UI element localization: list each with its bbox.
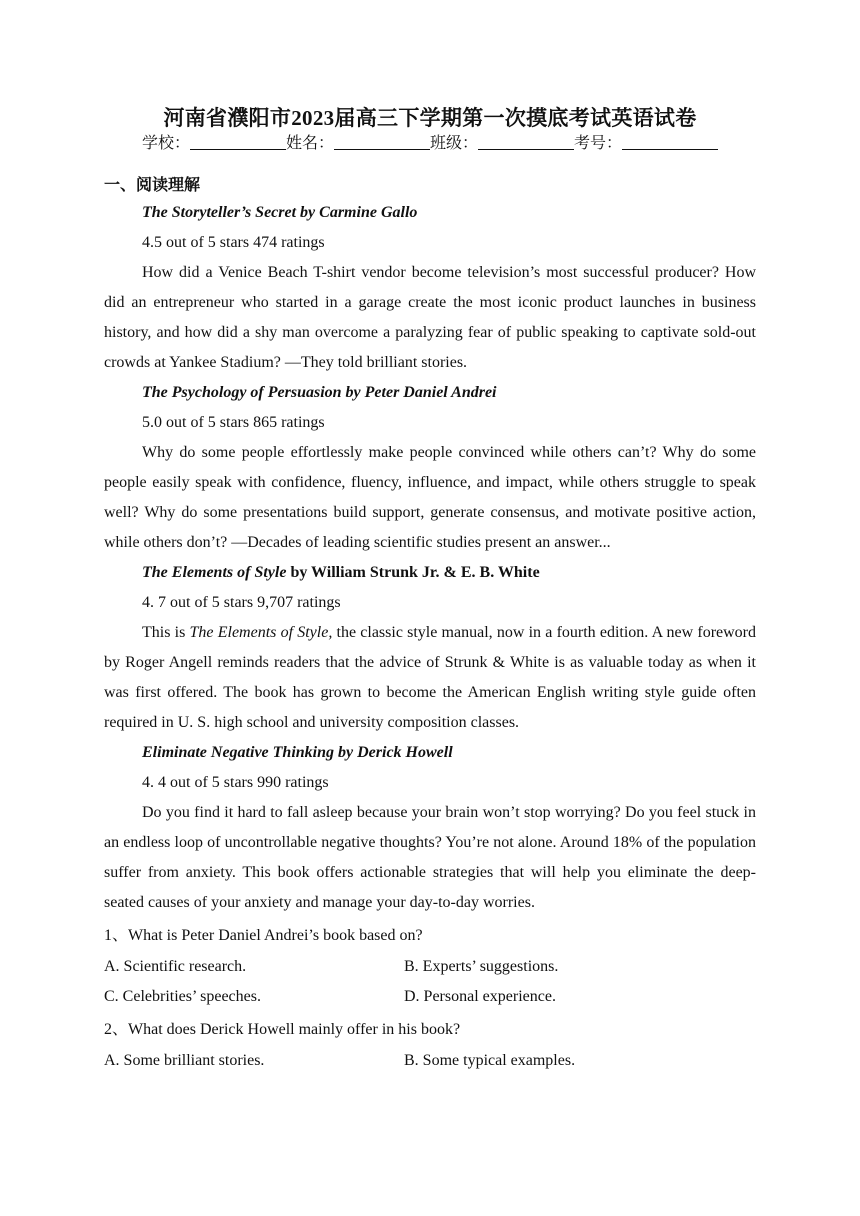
book-title: The Psychology of Persuasion by Peter Daniel Andrei [142,384,497,401]
name-blank[interactable] [334,133,430,150]
option-a[interactable]: A. Scientific research. [104,958,247,975]
option-c[interactable]: C. Celebrities’ speeches. [104,988,261,1005]
book-rating: 4. 7 out of 5 stars 9,707 ratings [142,594,341,611]
exam-content [104,174,756,1076]
option-b[interactable]: B. Experts’ suggestions. [404,958,559,975]
desc-prefix: This is [142,624,190,641]
section-heading: 一、阅读理解 [104,177,201,194]
book-description: Why do some people effortlessly make people convinced while others can’t? Why do some people easily speak with confidence, fluency, influence, and impact, while others struggle to speak well? Why do some presentations build support, generate consensus, and motivate positive action, while others don’t? —Decades of leading scientific studies present an answer... [104,444,756,551]
option-b[interactable]: B. Some typical examples. [404,1052,576,1069]
book-title: Eliminate Negative Thinking by Derick Howell [142,744,453,761]
desc-rest: the classic style manual, now in a fourth edition. A new foreword by Roger Angell reminds readers that the advice of Strunk & White is as valuable today as when it was first offered. The book has grown to become the American English writing style guide often required in U. S. high school and university composition classes. [104,624,756,731]
number-blank[interactable] [622,133,718,150]
book-title: The Storyteller’s Secret by Carmine Gallo [142,204,418,221]
class-blank[interactable] [478,133,574,150]
option-row [104,982,756,1012]
option-row [104,952,756,982]
book-rating: 4. 4 out of 5 stars 990 ratings [142,774,329,791]
book-rating: 5.0 out of 5 stars 865 ratings [142,414,325,431]
question-stem: 1、What is Peter Daniel Andrei’s book based on? [104,927,423,944]
book-title-author: by William Strunk Jr. & E. B. White [286,564,540,581]
book-title-italic: The Elements of Style [142,564,287,581]
book-rating: 4.5 out of 5 stars 474 ratings [142,234,325,251]
school-label: 学校： [141,135,190,152]
option-a[interactable]: A. Some brilliant stories. [104,1052,265,1069]
book-description [104,618,756,738]
school-blank[interactable] [190,133,286,150]
desc-italic: The Elements of Style, [189,624,333,641]
number-label: 考号： [574,135,623,152]
name-label: 姓名： [285,135,334,152]
book-description: Do you find it hard to fall asleep because your brain won’t stop worrying? Do you feel stuck in an endless loop of uncontrollable negative thoughts? You’re not alone. Around 18% of the population suffer from anxiety. This book offers actionable strategies that will help you eliminate the deep-seated causes of your anxiety and manage your day-to-day worries. [104,804,756,911]
option-d[interactable]: D. Personal experience. [404,988,556,1005]
book-title [104,558,756,588]
student-info-line [0,133,860,155]
book-description: How did a Venice Beach T-shirt vendor become television’s most successful producer? How did an entrepreneur who started in a garage create the most iconic product launches in business history, and how did a shy man overcome a paralyzing fear of public speaking to captivate sold-out crowds at Yankee Stadium? —They told brilliant stories. [104,264,756,371]
option-row [104,1046,756,1076]
question-stem: 2、What does Derick Howell mainly offer in his book? [104,1021,461,1038]
exam-title: 河南省濮阳市2023届高三下学期第一次摸底考试英语试卷 [163,106,697,130]
class-label: 班级： [430,135,479,152]
